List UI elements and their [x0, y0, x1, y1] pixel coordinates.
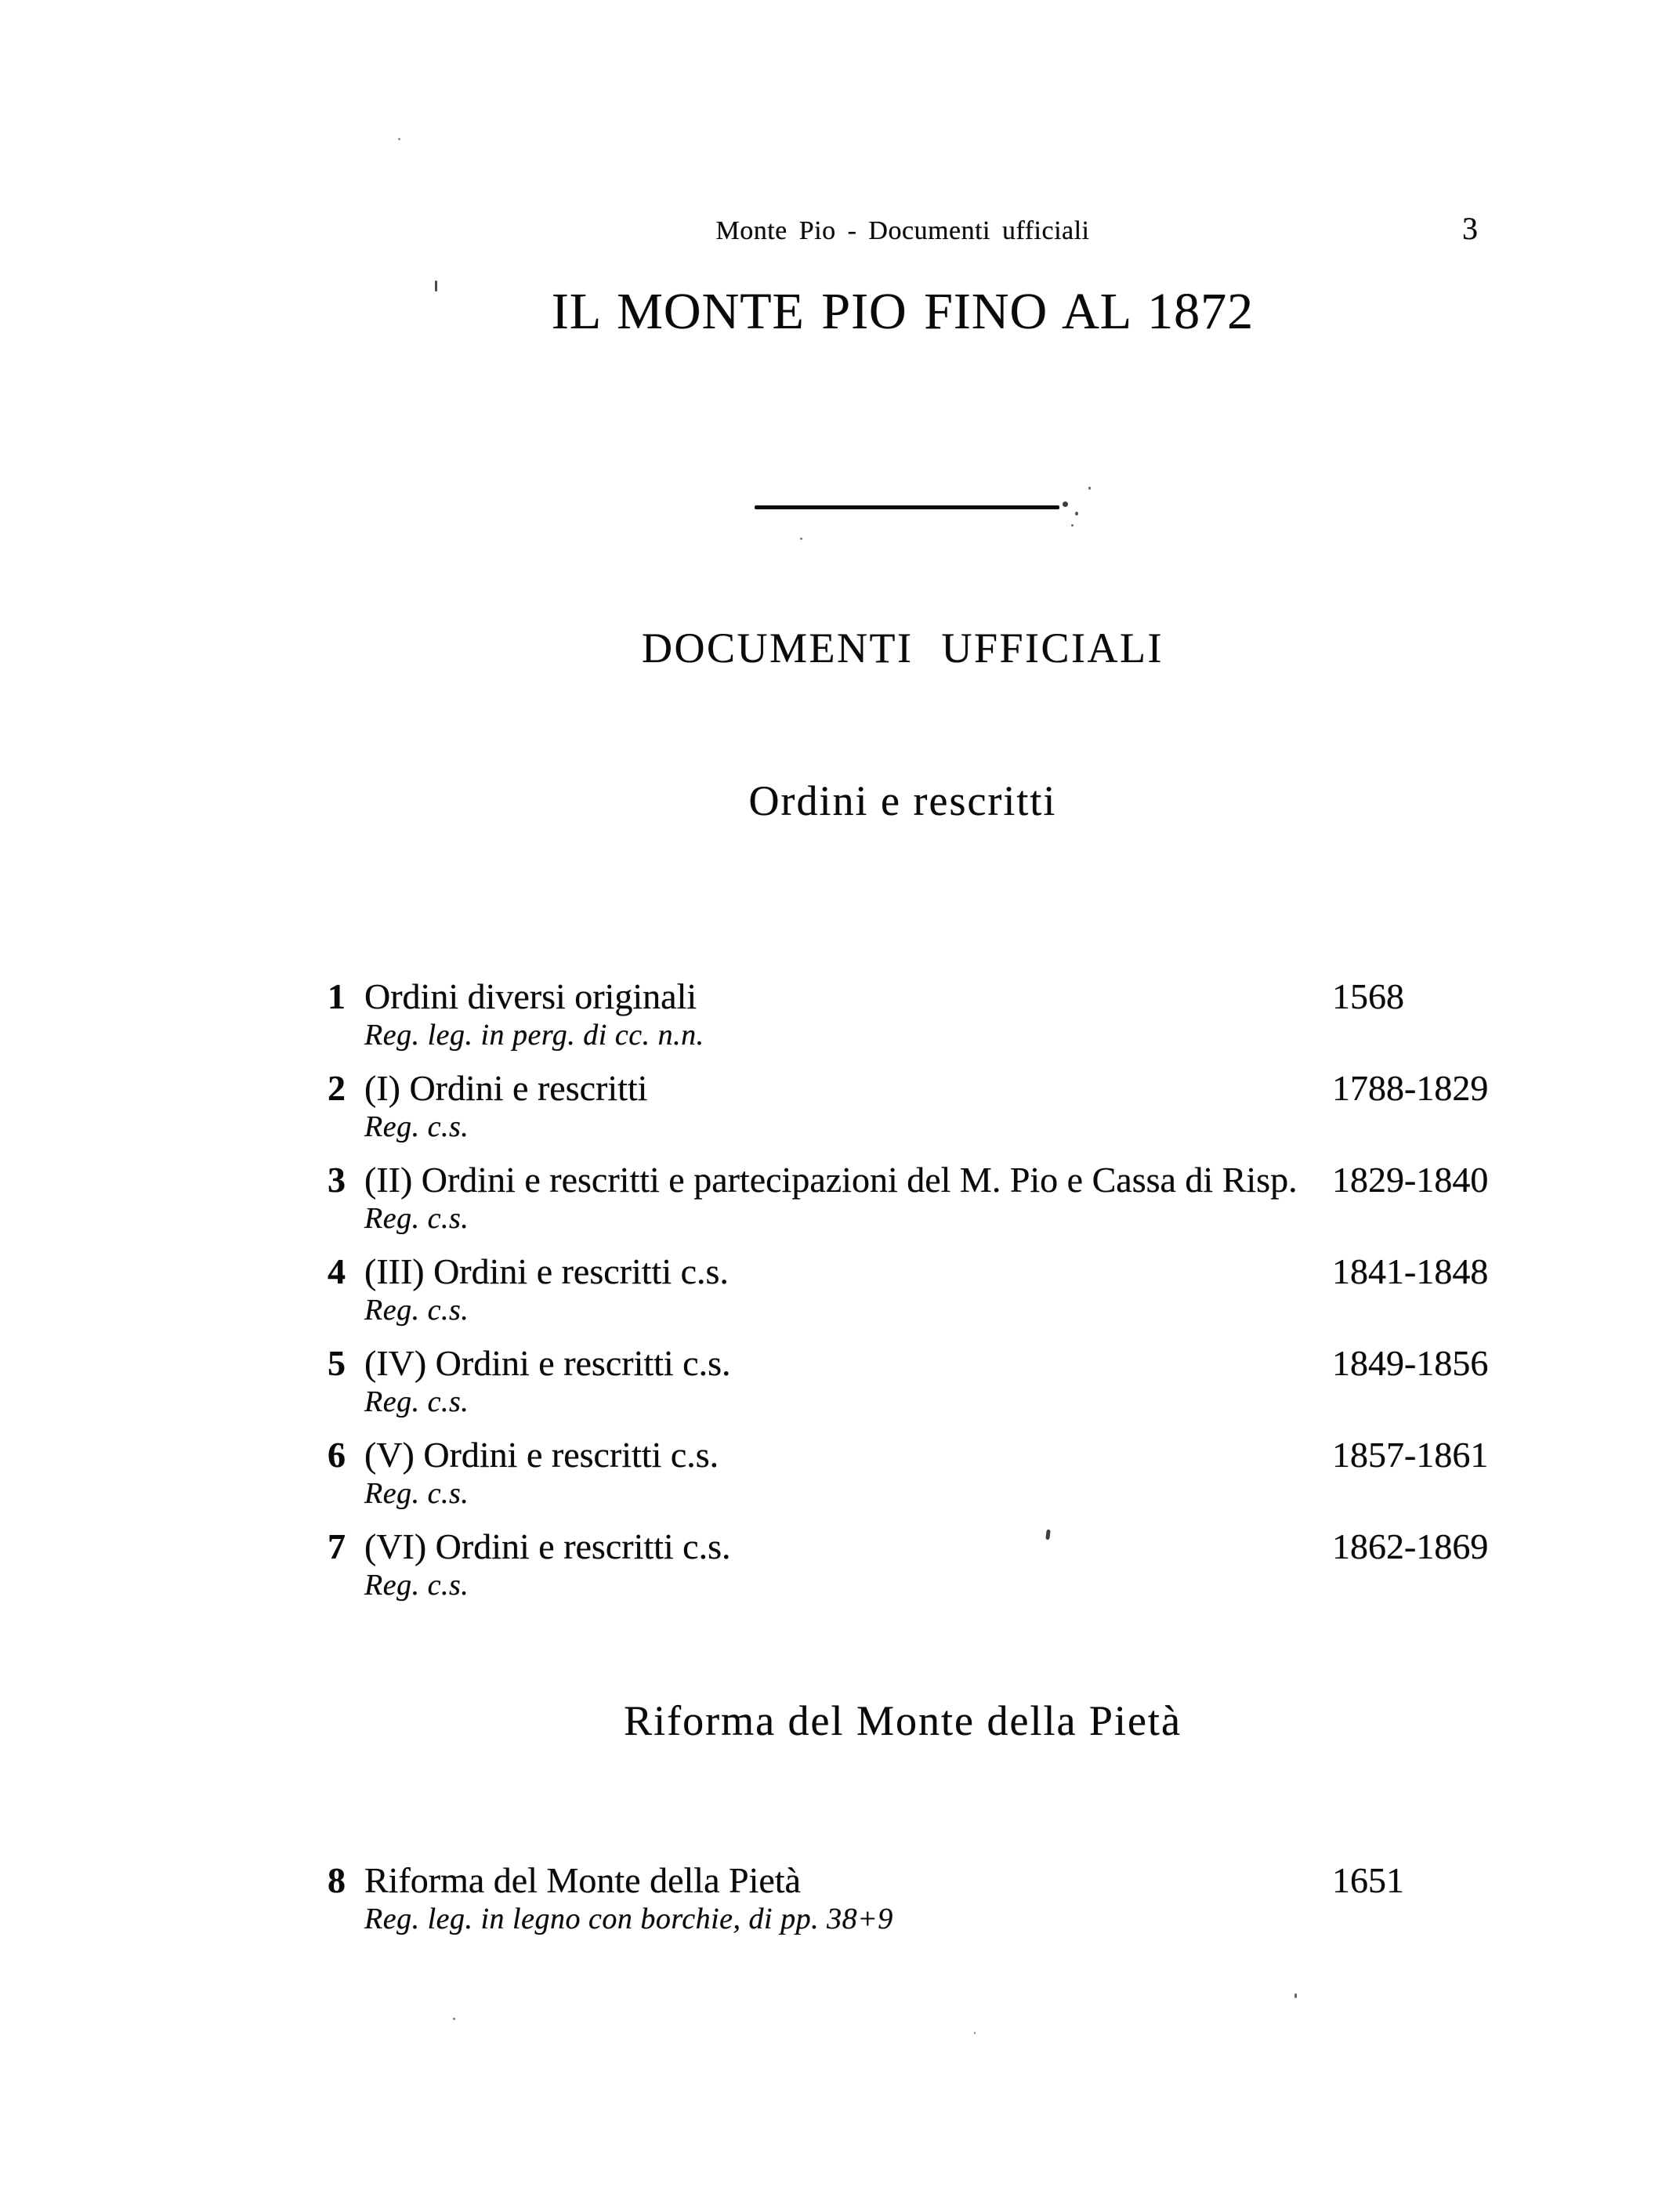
text-block	[321, 0, 1489, 2194]
entries-list	[321, 976, 1489, 1618]
entry-date: 1568	[1332, 976, 1404, 1016]
scan-speck	[453, 2018, 455, 2020]
entry-date: 1849-1856	[1332, 1343, 1489, 1383]
entries-list-riforma	[321, 1860, 1484, 1952]
entry-number: 3	[328, 1160, 346, 1200]
entry-note: Reg. c.s.	[364, 1569, 469, 1602]
entry-note: Reg. c.s.	[364, 1477, 469, 1510]
entry-title: (IV) Ordini e rescritti c.s.	[364, 1343, 731, 1383]
catalog-entry-4	[321, 1251, 1489, 1328]
page-number: 3	[1462, 211, 1478, 246]
entry-title: (I) Ordini e rescritti	[364, 1068, 648, 1108]
entry-note: Reg. leg. in legno con borchie, di pp. 38+9	[364, 1903, 893, 1935]
entry-note: Reg. leg. in perg. di cc. n.n.	[364, 1019, 704, 1052]
entry-date: 1651	[1332, 1860, 1404, 1900]
subsection-heading-ordini-e-rescritti: Ordini e rescritti	[748, 777, 1057, 824]
horizontal-rule	[755, 505, 1059, 509]
scan-speck	[1071, 524, 1074, 527]
entry-number: 2	[328, 1068, 346, 1108]
scan-speck	[1075, 512, 1078, 516]
entry-title: Ordini diversi originali	[364, 976, 697, 1016]
entry-number: 5	[328, 1343, 346, 1383]
scan-speck	[974, 2032, 976, 2034]
entry-title: (III) Ordini e rescritti c.s.	[364, 1251, 729, 1291]
scan-speck	[1088, 487, 1091, 490]
entry-number: 1	[328, 976, 346, 1016]
scan-speck	[435, 281, 437, 291]
entry-title: (VI) Ordini e rescritti c.s.	[364, 1526, 731, 1566]
catalog-entry-8	[321, 1860, 1484, 1937]
entry-note: Reg. c.s.	[364, 1294, 469, 1327]
entry-date: 1857-1861	[1332, 1435, 1489, 1475]
entry-number: 8	[328, 1860, 346, 1900]
entry-number: 4	[328, 1251, 346, 1291]
page-title: IL MONTE PIO FINO AL 1872	[551, 283, 1255, 340]
scan-speck	[800, 538, 802, 540]
catalog-entry-6	[321, 1435, 1489, 1512]
scan-speck	[1063, 501, 1068, 507]
entry-date: 1788-1829	[1332, 1068, 1489, 1108]
entry-date: 1841-1848	[1332, 1251, 1489, 1291]
catalog-entry-3	[321, 1160, 1489, 1236]
entry-note: Reg. c.s.	[364, 1110, 469, 1143]
entry-number: 6	[328, 1435, 346, 1475]
entry-note: Reg. c.s.	[364, 1385, 469, 1418]
entry-title: Riforma del Monte della Pietà	[364, 1860, 801, 1900]
entry-date: 1829-1840	[1332, 1160, 1489, 1200]
catalog-entry-2	[321, 1068, 1489, 1145]
scan-speck	[1294, 1993, 1297, 1998]
section-heading-documenti-ufficiali: DOCUMENTI UFFICIALI	[642, 625, 1164, 672]
catalog-entry-1	[321, 976, 1484, 1053]
catalog-entry-7	[321, 1526, 1489, 1603]
scan-speck	[398, 138, 400, 140]
entry-note: Reg. c.s.	[364, 1202, 469, 1235]
entry-number: 7	[328, 1526, 346, 1566]
subsection-heading-riforma: Riforma del Monte della Pietà	[624, 1697, 1182, 1744]
running-header: Monte Pio - Documenti ufficiali	[715, 216, 1090, 245]
catalog-entry-5	[321, 1343, 1489, 1420]
entry-date: 1862-1869	[1332, 1526, 1489, 1566]
entry-title: (V) Ordini e rescritti c.s.	[364, 1435, 719, 1475]
entry-title: (II) Ordini e rescritti e partecipazioni del M. Pio e Cassa di Risp.	[364, 1160, 1298, 1200]
